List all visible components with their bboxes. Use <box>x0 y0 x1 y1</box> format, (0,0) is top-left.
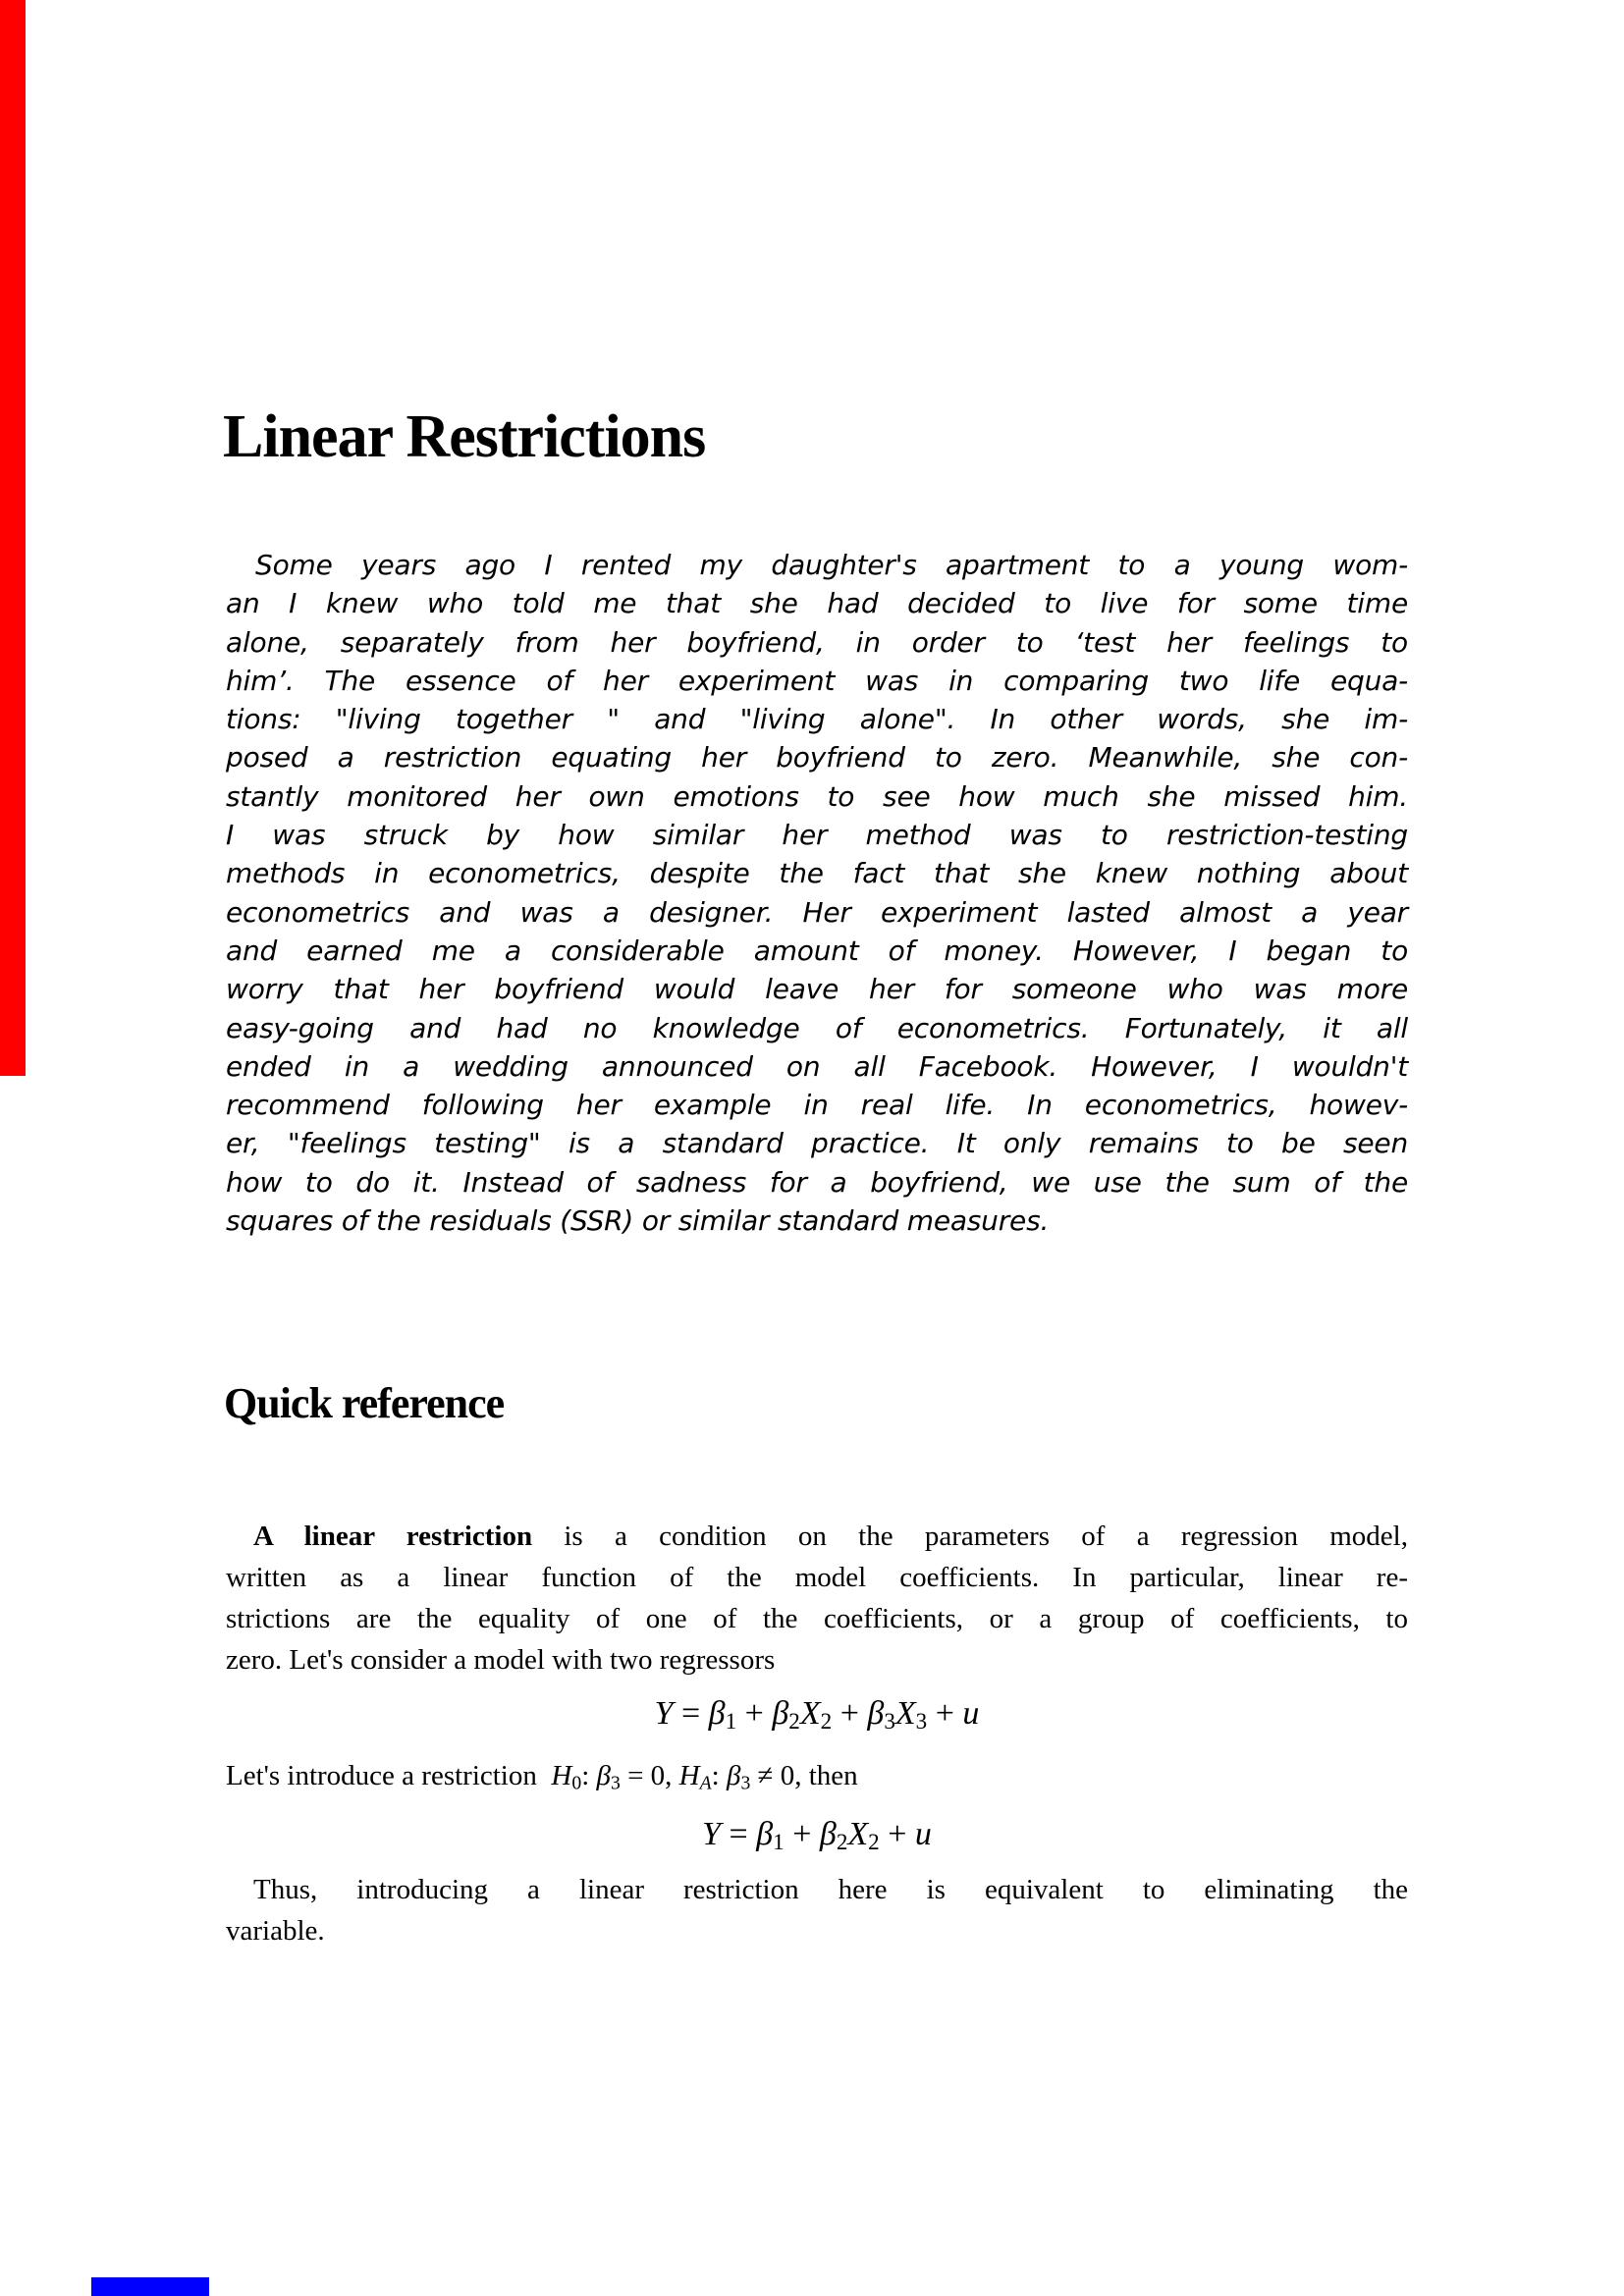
restriction-hypothesis-line: Let's introduce a restriction H0: β3 = 0, HA: β3 ≠ 0, then <box>226 1760 858 1794</box>
text-line: econometrics and was a designer. Her experiment lasted almost a year <box>226 895 1408 929</box>
text-line: stantly monitored her own emotions to see how much she missed him. <box>226 779 1408 813</box>
text-line: alone, separately from her boyfriend, in order to ‘test her feelings to <box>226 625 1408 659</box>
text-line: tions: "living together " and "living alone". In other words, she im- <box>226 703 1408 736</box>
conclusion-paragraph <box>226 1869 1408 1951</box>
text-line: recommend following her example in real life. In econometrics, howev- <box>226 1089 1408 1122</box>
model-equation: Y = β1 + β2X2 + β3X3 + u <box>654 1695 980 1735</box>
text-line: worry that her boyfriend would leave her for someone who was more <box>226 973 1408 1006</box>
text-line: Thus, introducing a linear restriction here is equivalent to eliminating the <box>253 1874 1408 1905</box>
text-line: and earned me a considerable amount of money. However, I began to <box>226 934 1408 967</box>
text-line: ended in a wedding announced on all Facebook. However, I wouldn't <box>226 1049 1408 1083</box>
text-line: strictions are the equality of one of the coefficients, or a group of coefficients, to <box>226 1603 1408 1634</box>
section-heading-quick-reference: Quick reference <box>224 1379 505 1427</box>
text-line: Some years ago I rented my daughter's apartment to a young wom- <box>255 549 1408 581</box>
restricted-model-equation: Y = β1 + β2X2 + u <box>702 1816 932 1856</box>
intro-story-paragraph <box>226 546 1408 1240</box>
text-line: squares of the residuals (SSR) or similar standard measures. <box>226 1204 1050 1238</box>
text-line: zero. Let's consider a model with two regressors <box>226 1644 776 1676</box>
red-margin-bar <box>0 0 26 1076</box>
text-line: him’. The essence of her experiment was in comparing two life equa- <box>226 664 1408 697</box>
text-line: methods in econometrics, despite the fact that she knew nothing about <box>226 857 1408 890</box>
text-line: posed a restriction equating her boyfriend to zero. Meanwhile, she con- <box>226 741 1408 774</box>
text-line: I was struck by how similar her method was to restriction-testing <box>226 819 1408 852</box>
text-line: how to do it. Instead of sadness for a boyfriend, we use the sum of the <box>226 1165 1408 1199</box>
page-title: Linear Restrictions <box>223 403 706 470</box>
text-line: A linear restriction is a condition on the parameters of a regression model, <box>253 1521 1408 1552</box>
definition-paragraph <box>226 1516 1408 1681</box>
text-line: variable. <box>226 1915 325 1947</box>
text-line: written as a linear function of the model coefficients. In particular, linear re- <box>226 1562 1408 1593</box>
text-line: er, "feelings testing" is a standard practice. It only remains to be seen <box>226 1127 1408 1160</box>
blue-bottom-bar <box>91 2277 209 2296</box>
text-line: an I knew who told me that she had decided to live for some time <box>226 587 1408 620</box>
text-line: easy-going and had no knowledge of econometrics. Fortunately, it all <box>226 1011 1408 1044</box>
